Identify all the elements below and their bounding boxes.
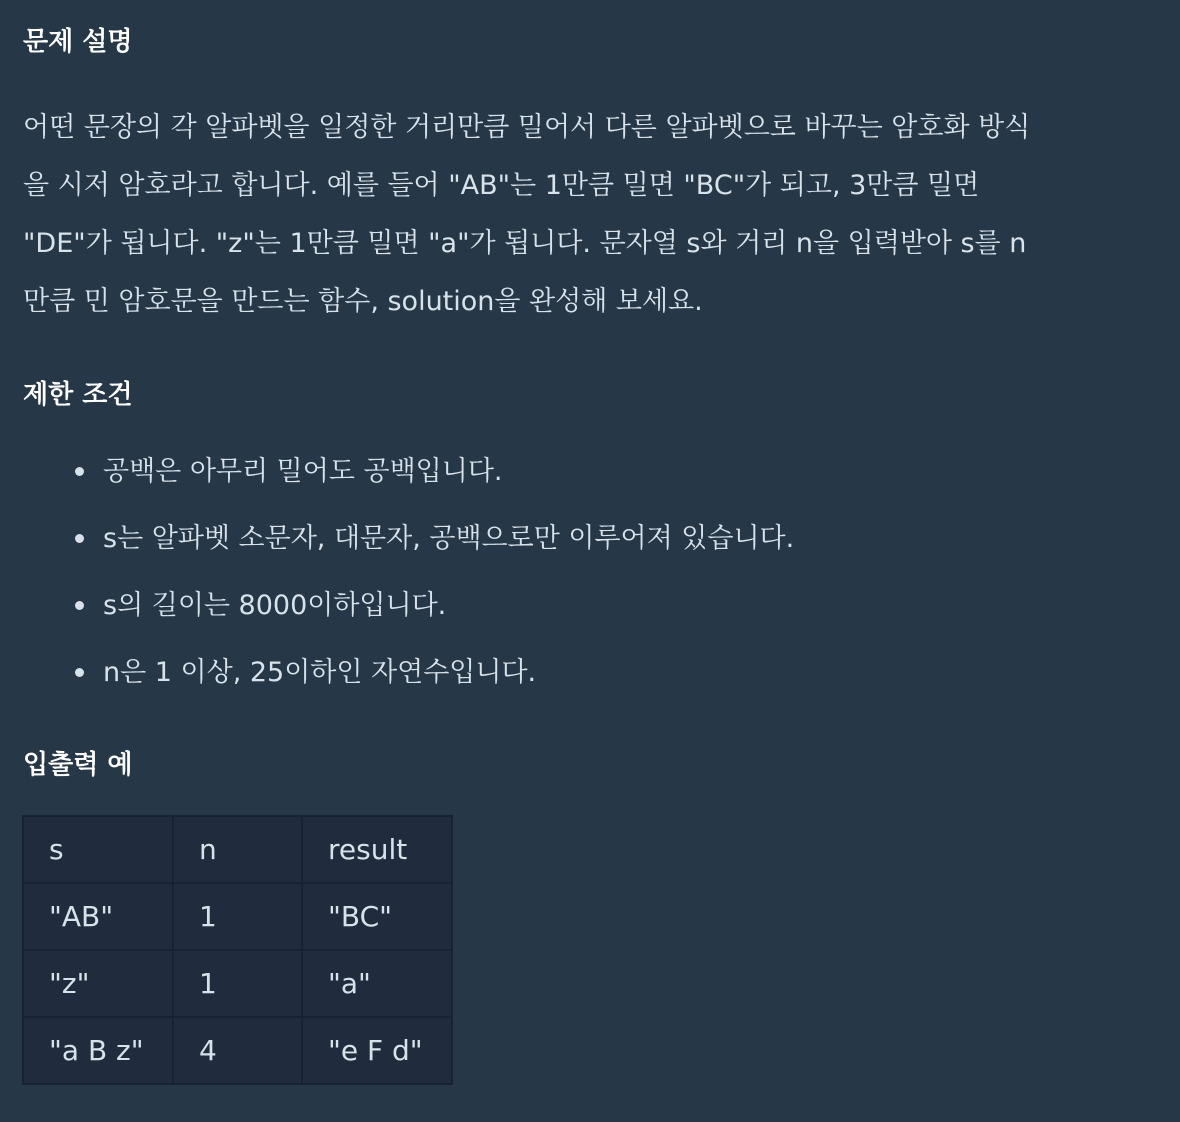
- bullet-icon: [75, 467, 84, 476]
- description-line: 만큼 민 암호문을 만드는 함수, solution을 완성해 보세요.: [23, 286, 703, 317]
- bullet-icon: [75, 601, 84, 610]
- table-row: [23, 883, 452, 950]
- cell-s: "a B z": [23, 1017, 173, 1084]
- header-n: n: [173, 816, 302, 883]
- table-row: [23, 950, 452, 1017]
- limit-item: [23, 505, 794, 572]
- io-heading: 입출력 예: [23, 750, 133, 780]
- description-line: 어떤 문장의 각 알파벳을 일정한 거리만큼 밀어서 다른 알파벳으로 바꾸는 암호화 방식: [23, 112, 1031, 143]
- limit-item: [23, 572, 794, 639]
- description-line: 을 시저 암호라고 합니다. 예를 들어 "AB"는 1만큼 밀면 "BC"가 되고, 3만큼 밀면: [23, 170, 980, 201]
- cell-n: 4: [173, 1017, 302, 1084]
- bullet-icon: [75, 534, 84, 543]
- cell-s: "AB": [23, 883, 173, 950]
- limit-text: 공백은 아무리 밀어도 공백입니다.: [103, 456, 503, 487]
- cell-result: "BC": [302, 883, 452, 950]
- table-row: [23, 1017, 452, 1084]
- description-paragraph: [23, 99, 1158, 331]
- io-example-table: [22, 815, 453, 1085]
- limits-list: [23, 438, 794, 706]
- description-heading: 문제 설명: [23, 27, 133, 57]
- limit-text: n은 1 이상, 25이하인 자연수입니다.: [103, 657, 537, 688]
- cell-result: "a": [302, 950, 452, 1017]
- cell-s: "z": [23, 950, 173, 1017]
- header-s: s: [23, 816, 173, 883]
- limit-item: [23, 438, 794, 505]
- table-header-row: [23, 816, 452, 883]
- cell-result: "e F d": [302, 1017, 452, 1084]
- bullet-icon: [75, 668, 84, 677]
- limit-text: s의 길이는 8000이하입니다.: [103, 590, 447, 621]
- limit-item: [23, 639, 794, 706]
- description-line: "DE"가 됩니다. "z"는 1만큼 밀면 "a"가 됩니다. 문자열 s와 거리 n을 입력받아 s를 n: [23, 228, 1027, 259]
- header-result: result: [302, 816, 452, 883]
- limits-heading: 제한 조건: [23, 380, 133, 410]
- limit-text: s는 알파벳 소문자, 대문자, 공백으로만 이루어져 있습니다.: [103, 523, 795, 554]
- cell-n: 1: [173, 950, 302, 1017]
- cell-n: 1: [173, 883, 302, 950]
